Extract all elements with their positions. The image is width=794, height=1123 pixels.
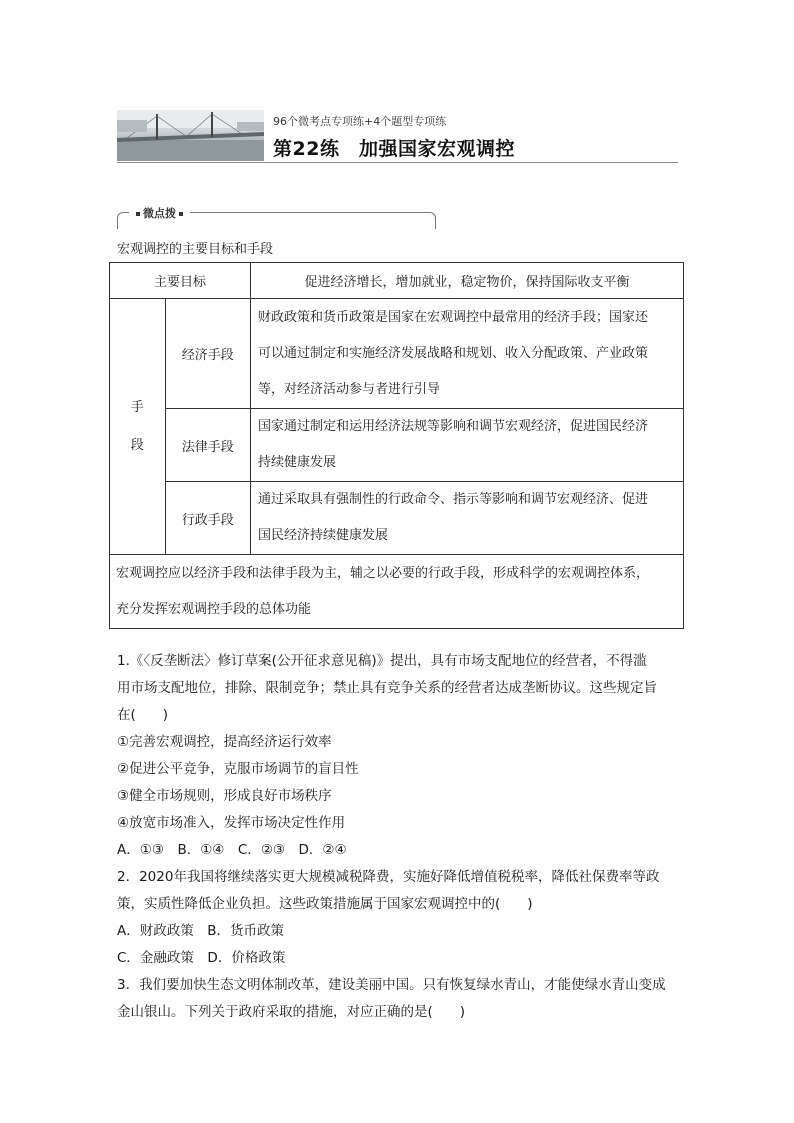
question-1 xyxy=(117,648,687,864)
table-row-goal xyxy=(110,263,684,299)
economic-means-text xyxy=(251,299,684,409)
table-row-admin xyxy=(110,482,684,555)
bridge-illustration xyxy=(117,110,264,161)
question-2 xyxy=(117,864,687,972)
answer-options: C．金融政策 D．价格政策 xyxy=(117,950,286,966)
text-line: 财政政策和货币政策是国家在宏观调控中最常用的经济手段；国家还 xyxy=(258,309,649,325)
table-row-summary xyxy=(110,555,684,629)
tip-label xyxy=(129,205,190,221)
square-bullet-icon xyxy=(179,212,183,216)
question-text: 2．2020年我国将继续落实更大规模减税降费，实施好降低增值税税率，降低社保费率等政 xyxy=(117,869,660,885)
question-text: 3．我们要加快生态文明体制改革，建设美丽中国。只有恢复绿水青山，才能使绿水青山变成 xyxy=(117,977,666,993)
text-line: 国家通过制定和运用经济法规等影响和调节宏观经济，促进国民经济 xyxy=(258,419,649,434)
question-text: 策，实质性降低企业负担。这些政策措施属于国家宏观调控中的( ) xyxy=(117,896,533,912)
statement-2: ②促进公平竞争，克服市场调节的盲目性 xyxy=(117,761,359,777)
square-bullet-icon xyxy=(136,212,140,216)
summary-text xyxy=(110,555,684,629)
goal-label: 主要目标 xyxy=(110,263,251,299)
text-line: 等，对经济活动参与者进行引导 xyxy=(258,381,441,397)
economic-means-label: 经济手段 xyxy=(165,299,250,409)
means-label-char-1: 手 xyxy=(130,399,144,415)
header-divider xyxy=(117,162,678,163)
macro-control-table xyxy=(109,262,684,629)
text-line: 可以通过制定和实施经济发展战略和规划、收入分配政策、产业政策 xyxy=(258,345,649,361)
table-row-legal xyxy=(110,409,684,482)
goal-text: 促进经济增长，增加就业，稳定物价，保持国际收支平衡 xyxy=(251,263,684,299)
statement-4: ④放宽市场准入，发挥市场决定性作用 xyxy=(117,815,346,831)
question-text: 用市场支配地位，排除、限制竞争；禁止具有竞争关系的经营者达成垄断协议。这些规定旨 xyxy=(117,680,657,696)
means-label-char-2: 段 xyxy=(130,437,144,453)
statement-1: ①完善宏观调控，提高经济运行效率 xyxy=(117,734,332,750)
statement-3: ③健全市场规则，形成良好市场秩序 xyxy=(117,788,332,804)
legal-means-label: 法律手段 xyxy=(165,409,250,482)
series-subtitle: 96个微考点专项练+4个题型专项练 xyxy=(273,115,447,128)
means-label xyxy=(110,299,166,555)
text-line: 充分发挥宏观调控手段的总体功能 xyxy=(116,601,312,617)
text-line: 通过采取具有强制性的行政命令、指示等影响和调节宏观经济、促进 xyxy=(258,492,649,507)
header-bridge-image xyxy=(117,110,264,161)
question-3 xyxy=(117,972,687,1026)
answer-options: A．①③ B．①④ C．②③ D．②④ xyxy=(117,842,347,858)
text-line: 持续健康发展 xyxy=(258,455,337,470)
question-text: 在( ) xyxy=(117,707,169,723)
question-text: 1.《〈反垄断法〉修订草案(公开征求意见稿)》提出，具有市场支配地位的经营者，不得滥 xyxy=(117,653,647,669)
admin-means-label: 行政手段 xyxy=(165,482,250,555)
section-title: 宏观调控的主要目标和手段 xyxy=(117,242,274,257)
legal-means-text xyxy=(251,409,684,482)
text-line: 宏观调控应以经济手段和法律手段为主，辅之以必要的行政手段，形成科学的宏观调控体系， xyxy=(116,565,650,581)
admin-means-text xyxy=(251,482,684,555)
table-row-economic xyxy=(110,299,684,409)
text-line: 国民经济持续健康发展 xyxy=(258,528,389,543)
question-text: 金山银山。下列关于政府采取的措施，对应正确的是( ) xyxy=(117,1004,466,1020)
tip-label-text: 微点拨 xyxy=(143,207,176,220)
answer-options: A．财政政策 B．货币政策 xyxy=(117,923,284,939)
page-title: 第22练 加强国家宏观调控 xyxy=(273,138,515,160)
